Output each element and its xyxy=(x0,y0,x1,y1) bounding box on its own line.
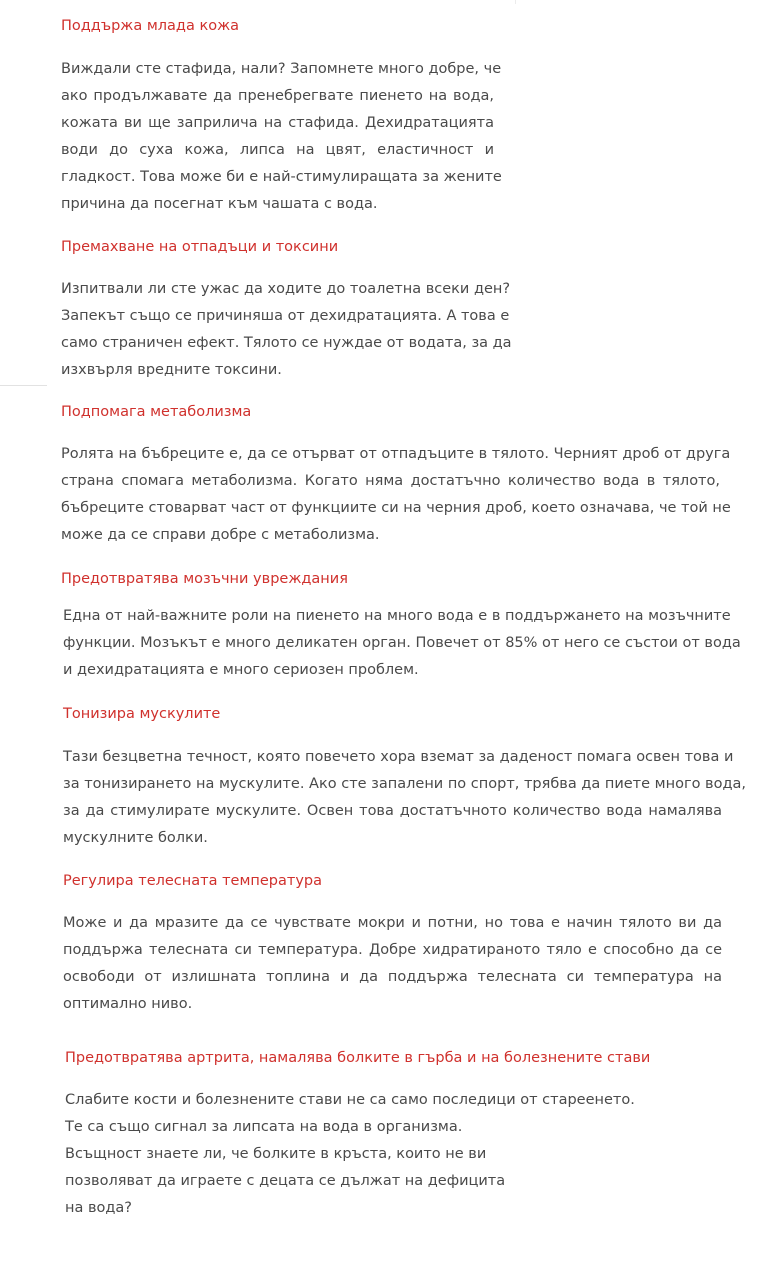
paragraph-line: кожата ви ще заприлича на стафида. Дехидратацията xyxy=(61,115,494,131)
section-heading-arthritis: Предотвратява артрита, намалява болките в гърба и на болезнените стави xyxy=(65,1050,651,1066)
paragraph-line: ако продължавате да пренебрегвате пиенето на вода, xyxy=(61,88,494,104)
section-heading-brain: Предотвратява мозъчни увреждания xyxy=(61,571,348,587)
paragraph-line: Една от най-важните роли на пиенето на много вода е в поддържането на мозъчните xyxy=(63,608,731,624)
paragraph-line: води до суха кожа, липса на цвят, еластичност и xyxy=(61,142,494,158)
paragraph-line: Слабите кости и болезнените стави не са само последици от стареенето. xyxy=(65,1092,635,1108)
paragraph-line: бъбреците стоварват част от функциите си на черния дроб, което означава, че той не xyxy=(61,500,731,516)
paragraph-line: оптимално ниво. xyxy=(63,996,193,1012)
section-paragraph-arthritis xyxy=(65,1087,635,1222)
paragraph-line: мускулните болки. xyxy=(63,830,208,846)
paragraph-line: на вода? xyxy=(65,1200,132,1216)
paragraph-line: поддържа телесната си температура. Добре хидратираното тяло е способно да се xyxy=(63,942,722,958)
section-paragraph-young-skin xyxy=(61,56,502,218)
paragraph-line: Виждали сте стафида, нали? Запомнете много добре, че xyxy=(61,61,502,77)
paragraph-line: Изпитвали ли сте ужас да ходите до тоалетна всеки ден? xyxy=(61,281,511,297)
paragraph-line: изхвърля вредните токсини. xyxy=(61,362,282,378)
paragraph-line: гладкост. Това може би е най-стимулиращата за жените xyxy=(61,169,502,185)
section-paragraph-muscles xyxy=(63,744,746,852)
section-heading-muscles: Тонизира мускулите xyxy=(63,706,221,722)
section-heading-temperature: Регулира телесната температура xyxy=(63,873,323,889)
paragraph-line: Те са също сигнал за липсата на вода в организма. xyxy=(65,1119,463,1135)
left-divider xyxy=(0,385,47,386)
paragraph-line: Ролята на бъбреците е, да се отърват от отпадъците в тялото. Черният дроб от друга xyxy=(61,446,731,462)
top-divider xyxy=(515,0,516,4)
paragraph-line: Може и да мразите да се чувствате мокри и потни, но това е начин тялото ви да xyxy=(63,915,722,931)
section-heading-metabolism: Подпомага метаболизма xyxy=(61,404,252,420)
paragraph-line: причина да посегнат към чашата с вода. xyxy=(61,196,378,212)
paragraph-line: само страничен ефект. Тялото се нуждае от водата, за да xyxy=(61,335,512,351)
paragraph-line: освободи от излишната топлина и да поддържа телесната си температура на xyxy=(63,969,722,985)
section-heading-young-skin: Поддържа млада кожа xyxy=(61,18,240,34)
section-paragraph-brain xyxy=(63,603,741,684)
paragraph-line: за тонизирането на мускулите. Ако сте запалени по спорт, трябва да пиете много вода, xyxy=(63,776,746,792)
paragraph-line: за да стимулирате мускулите. Освен това достатъчното количество вода намалява xyxy=(63,803,722,819)
paragraph-line: Всъщност знаете ли, че болките в кръста, които не ви xyxy=(65,1146,487,1162)
paragraph-line: позволяват да играете с децата се дължат на дефицита xyxy=(65,1173,506,1189)
section-heading-toxins: Премахване на отпадъци и токсини xyxy=(61,239,339,255)
paragraph-line: може да се справи добре с метаболизма. xyxy=(61,527,380,543)
paragraph-line: Запекът също се причиняша от дехидратацията. А това е xyxy=(61,308,510,324)
section-paragraph-toxins xyxy=(61,276,512,384)
paragraph-line: и дехидратацията е много сериозен проблем. xyxy=(63,662,419,678)
section-paragraph-temperature xyxy=(63,910,722,1018)
paragraph-line: страна спомага метаболизма. Когато няма достатъчно количество вода в тялото, xyxy=(61,473,720,489)
paragraph-line: Тази безцветна течност, която повечето хора вземат за даденост помага освен това и xyxy=(63,749,734,765)
section-paragraph-metabolism xyxy=(61,441,731,549)
paragraph-line: функции. Мозъкът е много деликатен орган. Повечет от 85% от него се състои от вода xyxy=(63,635,741,651)
